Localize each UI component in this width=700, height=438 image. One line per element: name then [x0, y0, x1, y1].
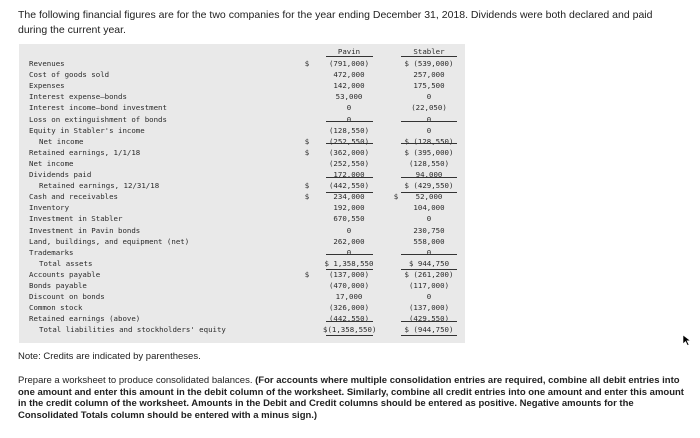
row-label: Inventory — [29, 203, 70, 213]
pavin-dollar-sign: $ — [304, 147, 310, 157]
table-rule — [401, 192, 457, 193]
stabler-value: 257,000 — [413, 70, 445, 80]
pavin-value: 262,000 — [333, 236, 365, 246]
pavin-value: 172,000 — [333, 170, 365, 179]
pavin-dollar-sign: $ — [304, 192, 310, 202]
pavin-value: (442,550) — [328, 181, 370, 191]
stabler-value: (137,000) — [408, 303, 450, 313]
stabler-value: 0 — [426, 292, 432, 302]
stabler-value: 0 — [426, 125, 432, 135]
pavin-value: 53,000 — [335, 92, 363, 102]
table-rule — [326, 192, 373, 193]
table-rule — [326, 177, 373, 178]
pavin-value: 142,000 — [333, 81, 365, 91]
intro-text: The following financial figures are for the two companies for the year ending December 31, 2018. Dividends were both declared and paid during the current year. — [18, 9, 653, 36]
stabler-value: 0 — [426, 92, 432, 102]
row-label: Total assets — [39, 258, 93, 268]
stabler-value: (117,000) — [408, 281, 450, 290]
table-rule — [326, 335, 373, 336]
stabler-value: $ (539,000) — [404, 59, 454, 68]
header-pavin: Pavin — [337, 47, 361, 56]
stabler-value: $ 944,750 — [408, 258, 450, 268]
pavin-value: 0 — [346, 225, 352, 235]
row-label: Expenses — [29, 81, 65, 91]
stabler-value: (429,550) — [408, 314, 450, 324]
stabler-value: 558,000 — [413, 236, 445, 246]
stabler-value: $ (395,000) — [404, 147, 454, 157]
stabler-value: 230,750 — [413, 225, 445, 235]
row-label: Retained earnings (above) — [29, 314, 141, 324]
pavin-dollar-sign: $ — [304, 59, 310, 68]
pavin-value: 0 — [346, 247, 352, 257]
pavin-value: 234,000 — [333, 192, 365, 202]
row-label: Investment in Stabler — [29, 214, 123, 224]
pavin-value: (252,550) — [328, 136, 370, 146]
table-rule — [401, 121, 457, 122]
table-rule — [326, 143, 373, 144]
pavin-value: (128,550) — [328, 125, 370, 135]
financial-table-image — [19, 44, 465, 343]
stabler-dollar-sign: $ — [393, 192, 399, 202]
pavin-value: (362,000) — [328, 147, 370, 157]
row-label: Cost of goods sold — [29, 70, 110, 80]
pavin-value: 670,550 — [333, 214, 365, 224]
row-label: Bonds payable — [29, 281, 87, 290]
stabler-value: $ (261,200) — [404, 269, 454, 279]
row-label: Cash and receivables — [29, 192, 118, 202]
row-label: Interest expense–bonds — [29, 92, 127, 102]
credits-note: Note: Credits are indicated by parentheses. — [18, 351, 201, 362]
stabler-value: $ (128,550) — [404, 136, 454, 146]
table-rule — [326, 321, 373, 322]
row-label: Interest income–bond investment — [29, 103, 167, 113]
stabler-value: 175,500 — [413, 81, 445, 91]
table-rule — [401, 143, 457, 144]
stabler-value: (128,550) — [408, 158, 450, 168]
stabler-value: 0 — [426, 247, 432, 257]
pavin-value: 472,000 — [333, 70, 365, 80]
instructions-text — [18, 375, 688, 421]
row-label: Accounts payable — [29, 269, 101, 279]
pavin-value: $(1,358,550) — [323, 325, 377, 335]
pavin-dollar-sign: $ — [304, 269, 310, 279]
table-rule — [401, 269, 457, 270]
stabler-value: 0 — [426, 114, 432, 124]
pavin-value: (252,550) — [328, 158, 370, 168]
instructions-bold: (For accounts where multiple consolidation entries are required, combine all debit entries into one amount and enter this amount in the debit column of the worksheet. Similarly, combine all credit entries into one amount and enter this amount in the credit column of the worksheet. Amounts in the Debit and Credit columns should be entered as positive. Negative amounts for the Consolidated Totals column should be entered with a minus sign.) — [18, 375, 684, 421]
stabler-value: (22,050) — [411, 103, 447, 113]
pavin-value: (137,000) — [328, 269, 370, 279]
header-stabler: Stabler — [413, 47, 445, 56]
row-label: Investment in Pavin bonds — [29, 225, 141, 235]
row-label: Equity in Stabler's income — [29, 125, 145, 135]
row-label: Revenues — [29, 59, 65, 68]
stabler-value: $ (429,550) — [404, 181, 454, 191]
stabler-value: 0 — [426, 214, 432, 224]
header-underline — [401, 56, 457, 57]
row-label: Retained earnings, 12/31/18 — [39, 181, 160, 191]
row-label: Net income — [39, 136, 84, 146]
table-rule — [326, 269, 373, 270]
pavin-value: 0 — [346, 103, 352, 113]
row-label: Retained earnings, 1/1/18 — [29, 147, 141, 157]
table-rule — [401, 254, 457, 255]
table-rule — [326, 254, 373, 255]
row-label: Net income — [29, 158, 74, 168]
stabler-value: 94,000 — [415, 170, 443, 179]
mouse-pointer-icon — [682, 334, 692, 346]
table-rule — [326, 121, 373, 122]
row-label: Total liabilities and stockholders' equity — [39, 325, 226, 335]
header-underline — [326, 56, 373, 57]
row-label: Dividends paid — [29, 170, 92, 179]
pavin-dollar-sign: $ — [304, 181, 310, 191]
stabler-value: 52,000 — [415, 192, 443, 202]
pavin-value: (470,000) — [328, 281, 370, 290]
pavin-value: (326,000) — [328, 303, 370, 313]
pavin-value: 17,000 — [335, 292, 363, 302]
row-label: Common stock — [29, 303, 83, 313]
table-rule — [401, 321, 457, 322]
pavin-value: 0 — [346, 114, 352, 124]
instructions-plain: Prepare a worksheet to produce consolidated balances. — [18, 375, 256, 386]
stabler-value: 104,000 — [413, 203, 445, 213]
pavin-value: (442,550) — [328, 314, 370, 324]
row-label: Discount on bonds — [29, 292, 105, 302]
pavin-value: $ 1,358,550 — [324, 258, 374, 268]
row-label: Land, buildings, and equipment (net) — [29, 236, 190, 246]
pavin-dollar-sign: $ — [304, 136, 310, 146]
stabler-value: $ (944,750) — [404, 325, 454, 335]
row-label: Loss on extinguishment of bonds — [29, 114, 167, 124]
table-rule — [401, 335, 457, 336]
pavin-value: 192,000 — [333, 203, 365, 213]
pavin-value: (791,000) — [328, 59, 370, 68]
table-rule — [401, 177, 457, 178]
row-label: Trademarks — [29, 247, 74, 257]
